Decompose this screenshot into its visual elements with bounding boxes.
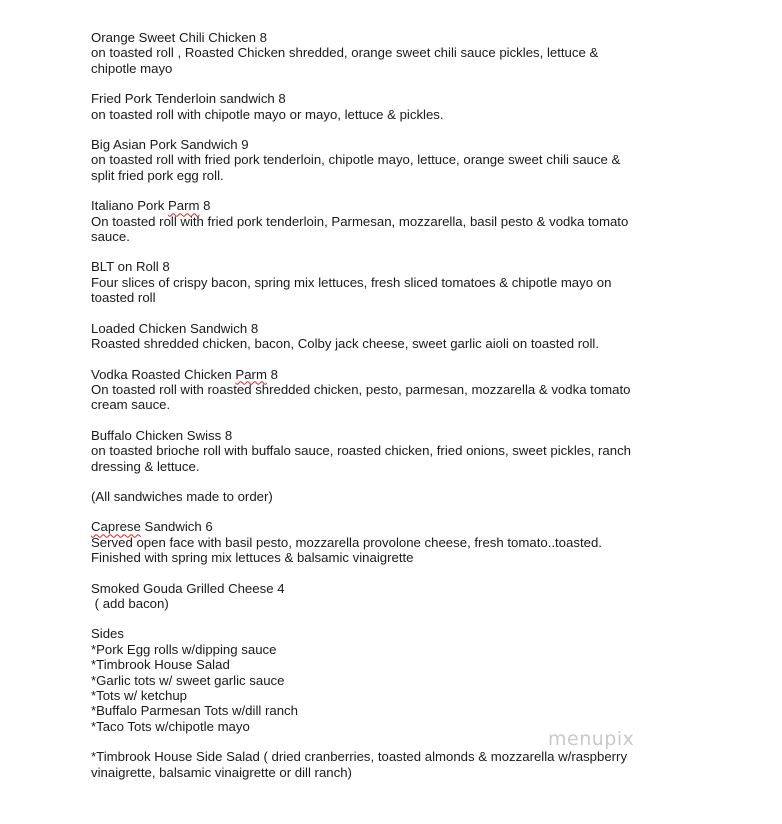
- side-item: *Garlic tots w/ sweet garlic sauce: [91, 672, 285, 688]
- item-description: Four slices of crispy bacon, spring mix lettuces, fresh sliced tomatoes & chipotle mayo on toasted roll: [91, 274, 612, 306]
- menu-text: [91, 30, 731, 795]
- title-part: Vodka Roasted Chicken: [91, 366, 236, 382]
- side-item: *Taco Tots w/chipotle mayo: [91, 718, 250, 734]
- title-part: 8: [199, 198, 211, 214]
- item-description: Served open face with basil pesto, mozzarella provolone cheese, fresh tomato..toasted. Finished with spring mix lettuces & balsamic vinaigrette: [91, 534, 602, 566]
- item-description: on toasted roll with chipotle mayo or mayo, lettuce & pickles.: [91, 106, 444, 122]
- title-misspelled-word: Parm: [167, 198, 200, 214]
- title-misspelled-word: Parm: [235, 366, 267, 382]
- menu-item-blt-on-roll: [91, 259, 731, 305]
- menu-item-smoked-gouda-grilled-cheese: [91, 581, 731, 612]
- item-title: Fried Pork Tenderloin sandwich 8: [91, 91, 286, 107]
- item-title: Loaded Chicken Sandwich 8: [91, 320, 259, 336]
- menu-item-buffalo-chicken-swiss: [91, 428, 731, 474]
- item-title: Big Asian Pork Sandwich 9: [91, 137, 249, 153]
- side-item: *Tots w/ ketchup: [91, 688, 188, 703]
- title-part: Italiano Pork: [91, 198, 168, 214]
- side-salad-item: [91, 749, 731, 780]
- menu-item-fried-pork-tenderloin: [91, 91, 731, 122]
- item-title: [91, 198, 731, 213]
- sides-section: [91, 626, 731, 734]
- side-item: *Pork Egg rolls w/dipping sauce: [91, 641, 277, 657]
- item-description: Roasted shredded chicken, bacon, Colby jack cheese, sweet garlic aioli on toasted roll.: [91, 336, 600, 352]
- item-title: Smoked Gouda Grilled Cheese 4: [91, 580, 285, 596]
- item-description: On toasted roll with fried pork tenderloin, Parmesan, mozzarella, basil pesto & vodka tomato sauce.: [91, 213, 629, 245]
- side-item: *Timbrook House Salad: [91, 657, 230, 673]
- item-description: on toasted roll with fried pork tenderloin, chipotle mayo, lettuce, orange sweet chili sauce & split fried pork egg roll.: [91, 152, 621, 183]
- item-description: ( add bacon): [91, 595, 169, 611]
- note-text: (All sandwiches made to order): [91, 488, 273, 504]
- title-misspelled-word: Caprese: [91, 519, 141, 535]
- watermark: menupix: [548, 728, 635, 750]
- item-title: [91, 367, 731, 382]
- menu-item-vodka-roasted-chicken-parm: [91, 367, 731, 413]
- item-title: BLT on Roll 8: [91, 259, 170, 275]
- made-to-order-note: [91, 489, 731, 504]
- sides-heading: Sides: [91, 626, 124, 642]
- menu-item-big-asian-pork: [91, 137, 731, 183]
- side-item: *Buffalo Parmesan Tots w/dill ranch: [91, 703, 298, 719]
- menu-item-orange-sweet-chili-chicken: [91, 30, 731, 76]
- item-title: [91, 519, 731, 534]
- menu-item-caprese-sandwich: [91, 519, 731, 565]
- item-description: on toasted roll , Roasted Chicken shredded, orange sweet chili sauce pickles, lettuce & chipotle mayo: [91, 45, 599, 76]
- title-part: 8: [266, 366, 278, 382]
- item-description: On toasted roll with roasted shredded chicken, pesto, parmesan, mozzarella & vodka tomato cream sauce.: [91, 381, 631, 413]
- item-title: Orange Sweet Chili Chicken 8: [91, 30, 267, 45]
- sides-list: [91, 642, 731, 734]
- side-salad-description: *Timbrook House Side Salad ( dried cranberries, toasted almonds & mozzarella w/raspberry vinaigrette, balsamic vinaigrette or dill ranch): [91, 749, 628, 780]
- title-part: Sandwich 6: [140, 519, 213, 535]
- item-description: on toasted brioche roll with buffalo sauce, roasted chicken, fried onions, sweet pickles, ranch dressing & lettuce.: [91, 443, 632, 474]
- item-title: Buffalo Chicken Swiss 8: [91, 427, 233, 443]
- menu-item-loaded-chicken: [91, 321, 731, 352]
- menu-item-italiano-pork-parm: [91, 198, 731, 244]
